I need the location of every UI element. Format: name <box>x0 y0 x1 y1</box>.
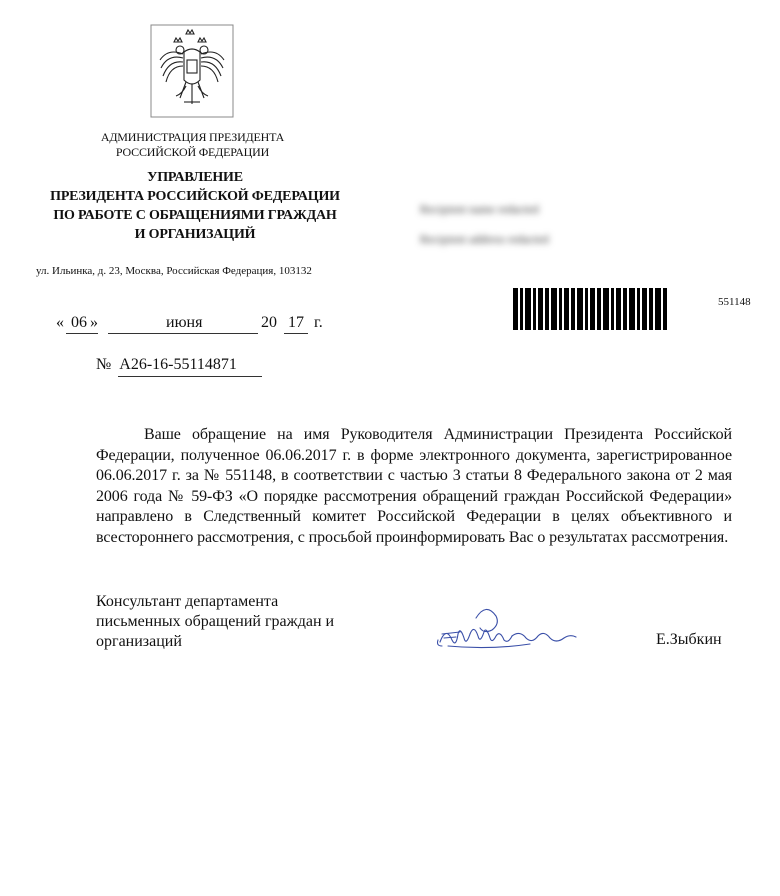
letterhead-address: ул. Ильинка, д. 23, Москва, Российская Федерация, 103132 <box>36 265 312 277</box>
date-year-prefix: 20 <box>261 314 277 331</box>
barcode-bar <box>533 288 536 330</box>
barcode-bar <box>538 288 543 330</box>
registration-underline <box>118 376 262 377</box>
recipient-line-2: Recipient address redacted <box>420 232 549 246</box>
date-year-unit: г. <box>314 314 323 331</box>
barcode-bar <box>559 288 562 330</box>
date-month-underline <box>108 333 258 334</box>
recipient-line-1: Recipient name redacted <box>420 202 539 216</box>
barcode-bar <box>597 288 601 330</box>
barcode-bar <box>520 288 523 330</box>
registration-value: А26-16-55114871 <box>119 356 237 373</box>
date-open-quote: « <box>56 314 64 331</box>
handwritten-signature <box>430 604 580 662</box>
letter-body-paragraph: Ваше обращение на имя Руководителя Администрации Президента Российской Федерации, полученное 06.06.2017 г. в форме электронного документа, зарегистрированное 06.06.2017 г. за № 551148, в соответствии с частью 3 статьи 8 Федерального закона от 2 мая 2006 года № 59-ФЗ «О порядке рассмотрения обращений граждан Российской Федерации» направлено в Следственный комитет Российской Федерации в целях объективного и всестороннего рассмотрения, с просьбой проинформировать Вас о результатах рассмотрения. <box>96 426 732 546</box>
barcode-bar <box>590 288 595 330</box>
barcode <box>513 288 705 330</box>
barcode-bar <box>551 288 557 330</box>
signer-position <box>96 592 386 652</box>
barcode-bar <box>642 288 647 330</box>
letterhead-dept-line-1: УПРАВЛЕНИЕ <box>147 170 243 185</box>
barcode-bar <box>649 288 653 330</box>
letterhead-dept-line-2: ПРЕЗИДЕНТА РОССИЙСКОЙ ФЕДЕРАЦИИ <box>50 189 340 204</box>
barcode-bar <box>611 288 614 330</box>
letterhead-admin-line-2: РОССИЙСКОЙ ФЕДЕРАЦИИ <box>115 145 270 159</box>
barcode-bar <box>564 288 569 330</box>
barcode-bar <box>525 288 531 330</box>
date-month: июня <box>166 314 203 331</box>
barcode-bar <box>545 288 549 330</box>
signer-name: Е.Зыбкин <box>656 631 722 648</box>
barcode-bar <box>637 288 640 330</box>
registration-number <box>96 356 237 374</box>
registration-prefix: № <box>96 356 112 373</box>
letterhead-admin-line-1: АДМИНИСТРАЦИЯ ПРЕЗИДЕНТА <box>100 130 285 144</box>
barcode-bar <box>585 288 588 330</box>
signer-position-line-1: Консультант департамента <box>96 593 279 610</box>
barcode-bar <box>603 288 609 330</box>
barcode-bar <box>571 288 575 330</box>
coat-of-arms-emblem <box>150 24 234 118</box>
barcode-bar <box>616 288 621 330</box>
date-day-underline <box>66 333 98 334</box>
letterhead-dept-line-4: И ОРГАНИЗАЦИЙ <box>134 227 256 242</box>
date-close-quote: » <box>90 314 98 331</box>
barcode-bar <box>577 288 583 330</box>
signer-position-line-2: письменных обращений граждан и <box>96 613 335 630</box>
barcode-bar <box>513 288 518 330</box>
signer-position-line-3: организаций <box>96 633 182 650</box>
barcode-bar <box>655 288 661 330</box>
barcode-bar <box>623 288 627 330</box>
barcode-number: 551148 <box>718 296 751 308</box>
barcode-bar <box>629 288 635 330</box>
barcode-bar <box>663 288 667 330</box>
date-day: 06 <box>71 314 87 331</box>
letterhead-dept-line-3: ПО РАБОТЕ С ОБРАЩЕНИЯМИ ГРАЖДАН <box>53 208 337 223</box>
date-year-suffix: 17 <box>288 314 304 331</box>
date-year-underline <box>284 333 308 334</box>
